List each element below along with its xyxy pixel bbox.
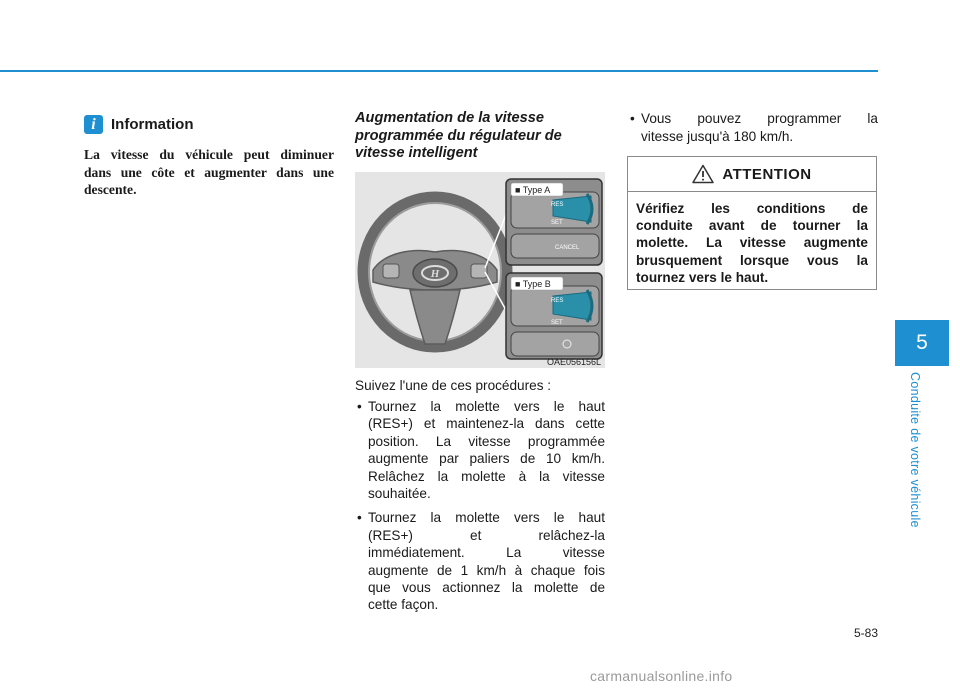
type-b-inset bbox=[506, 273, 602, 359]
info-text bbox=[84, 146, 334, 199]
set-label-a: SET bbox=[551, 220, 563, 226]
cancel-label: CANCEL bbox=[555, 245, 580, 251]
list-line: cette façon. bbox=[368, 597, 439, 613]
list-item bbox=[355, 398, 605, 502]
attention-line: tournez vers le haut. bbox=[636, 269, 769, 285]
steering-wheel-illustration bbox=[363, 197, 507, 347]
list-line: • Tournez la molette vers le haut bbox=[368, 510, 605, 526]
set-label-b: SET bbox=[551, 320, 563, 326]
chapter-tab: 5 bbox=[895, 320, 949, 366]
info-line: dans une côte et augmenter dans une bbox=[84, 164, 334, 180]
res-label-b: RES bbox=[551, 298, 564, 304]
section-title-line: vitesse intelligent bbox=[355, 145, 478, 161]
list-line: que vous actionnez la molette de bbox=[368, 580, 605, 596]
header-rule bbox=[0, 70, 878, 72]
list-line: • Tournez la molette vers le haut bbox=[368, 399, 605, 414]
attention-title: ATTENTION bbox=[722, 165, 812, 183]
info-icon: i bbox=[84, 115, 103, 134]
list-line: souhaitée. bbox=[368, 486, 431, 502]
steering-wheel-figure bbox=[355, 172, 605, 368]
info-line: La vitesse du véhicule peut diminuer bbox=[84, 147, 334, 162]
procedure-list bbox=[355, 398, 605, 621]
attention-line: brusquement lorsque vous la bbox=[636, 252, 868, 268]
attention-line: Vérifiez les conditions de bbox=[636, 201, 868, 216]
figure-code: OAE056156L bbox=[546, 357, 601, 367]
list-line: position. La vitesse programmée bbox=[368, 433, 605, 449]
attention-box bbox=[627, 156, 877, 290]
list-line: (RES+) et maintenez-la dans cette bbox=[368, 416, 605, 432]
list-line: Relâchez la molette à la vitesse bbox=[368, 468, 605, 484]
list-item bbox=[355, 509, 605, 613]
section-title-line: Augmentation de la vitesse bbox=[355, 110, 544, 126]
attention-line: molette. La vitesse augmente bbox=[636, 235, 868, 251]
section-title-line: programmée du régulateur de bbox=[355, 127, 562, 144]
section-title bbox=[355, 110, 605, 163]
watermark: carmanualsonline.info bbox=[590, 668, 733, 684]
attention-text bbox=[628, 192, 876, 286]
type-a-label: ■ Type A bbox=[515, 185, 551, 195]
list-item bbox=[628, 110, 878, 145]
info-title: Information bbox=[111, 116, 194, 133]
res-label-a: RES bbox=[551, 202, 564, 208]
info-line: descente. bbox=[84, 182, 137, 197]
chapter-label: Conduite de votre véhicule bbox=[908, 372, 922, 528]
type-b-label: ■ Type B bbox=[515, 279, 551, 289]
type-a-inset bbox=[506, 179, 602, 265]
list-line: (RES+) et relâchez-la bbox=[368, 527, 605, 543]
svg-text:H: H bbox=[430, 268, 440, 280]
list-line: augmente de 1 km/h à chaque fois bbox=[368, 562, 605, 578]
attention-line: conduite avant de tourner la bbox=[636, 218, 868, 234]
procedure-intro: Suivez l'une de ces procédures : bbox=[355, 378, 552, 393]
info-heading bbox=[84, 115, 194, 134]
list-line: immédiatement. La vitesse bbox=[368, 545, 605, 561]
list-line: vitesse jusqu'à 180 km/h. bbox=[641, 128, 794, 144]
attention-header bbox=[628, 157, 876, 192]
page-number: 5-83 bbox=[853, 626, 878, 640]
max-speed-note bbox=[628, 110, 878, 145]
warning-icon bbox=[692, 164, 714, 184]
list-line: • Vous pouvez programmer la bbox=[641, 111, 878, 126]
list-line: augmente par paliers de 10 km/h. bbox=[368, 451, 605, 467]
